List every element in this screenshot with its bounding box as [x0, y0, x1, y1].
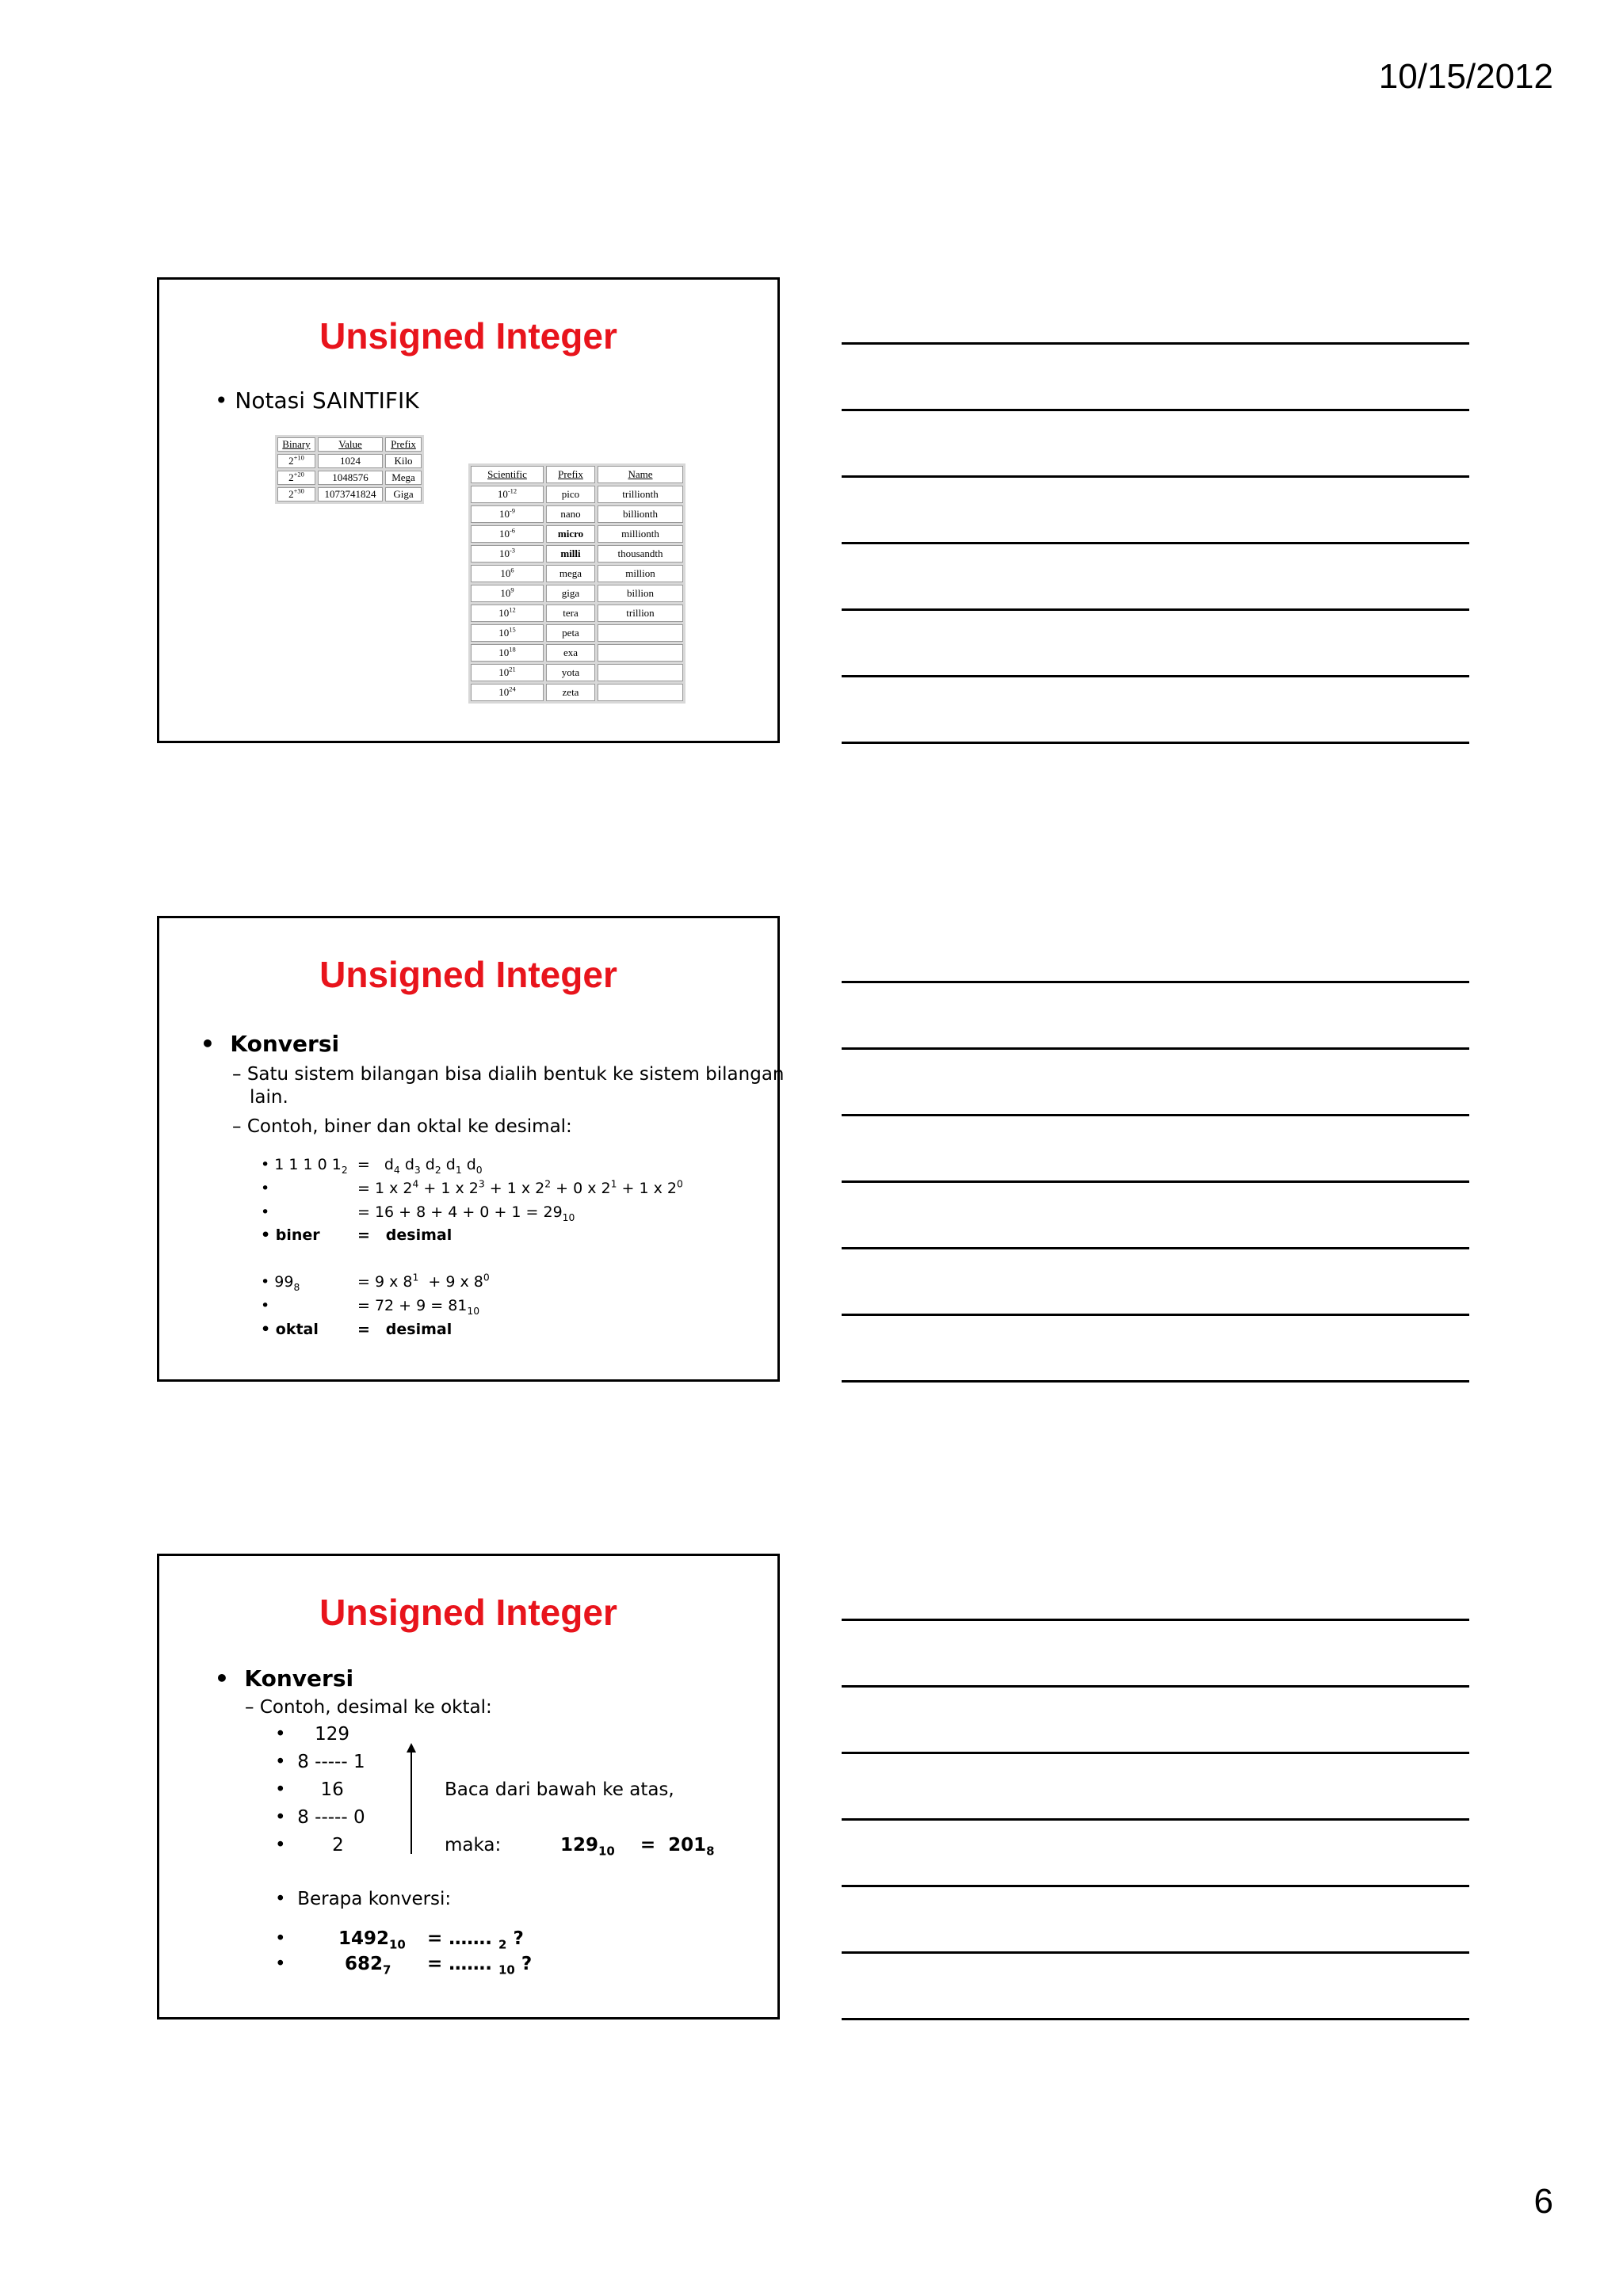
note-line	[842, 1247, 1469, 1249]
cell-scientific: $10^{-9}$	[471, 505, 544, 523]
print-date: 10/15/2012	[1378, 57, 1553, 96]
sub-bullet-2: – Contoh, biner dan oktal ke desimal:	[232, 1116, 572, 1137]
note-line	[842, 742, 1469, 744]
division-line-5: • 2	[275, 1835, 344, 1855]
col-value: Value	[318, 437, 383, 452]
question-2: •	[275, 1954, 286, 1974]
cell-name: millionth	[598, 525, 683, 543]
table-row	[471, 525, 683, 543]
heading-konversi: • Konversi	[215, 1665, 354, 1691]
table-row	[471, 545, 683, 563]
note-line	[842, 608, 1469, 611]
note-line	[842, 1818, 1469, 1821]
bullet-text: Notasi SAINTIFIK	[235, 387, 419, 414]
result-label: maka:	[445, 1835, 502, 1855]
question-1-target: = ……. $_2$ ?	[427, 1928, 524, 1952]
cell-name: billionth	[598, 505, 683, 523]
cell-name	[598, 624, 683, 642]
cell-prefix: yota	[546, 664, 595, 681]
note-line	[842, 1752, 1469, 1754]
cell-name	[598, 644, 683, 662]
binary-line-3: •	[261, 1203, 270, 1221]
binary-line-1: • 1 1 1 0 $1_2$ = $d_4$ $d_3$ $d_2$ $d_1$ $d_0$	[261, 1156, 483, 1176]
result-value: $129_{10}$ = $201_8$	[560, 1835, 715, 1859]
cell-value: 1048576	[318, 471, 383, 485]
table-row	[277, 454, 422, 468]
cell-name: trillion	[598, 605, 683, 622]
division-line-2: • 8 ----- 1	[275, 1752, 365, 1772]
note-line	[842, 1885, 1469, 1887]
question-2-expr: $682_7$	[345, 1954, 391, 1978]
heading-text: Konversi	[244, 1665, 354, 1691]
col-scientific: Scientific	[471, 466, 544, 483]
cell-prefix: Kilo	[385, 454, 422, 468]
cell-scientific: $10^9$	[471, 585, 544, 602]
table-row	[471, 585, 683, 602]
note-line	[842, 1114, 1469, 1116]
table-row	[471, 624, 683, 642]
cell-value: 1024	[318, 454, 383, 468]
table-row	[471, 644, 683, 662]
table-row	[471, 605, 683, 622]
notes-lines-3	[842, 1554, 1469, 2019]
cell-scientific: $10^{24}$	[471, 684, 544, 701]
cell-name	[598, 684, 683, 701]
cell-value: 1073741824	[318, 487, 383, 502]
cell-binary: $2^{+20}$	[277, 471, 315, 485]
octal-line-1: • $99_8$	[261, 1273, 300, 1293]
scientific-prefix-table	[468, 463, 685, 704]
slide-2	[157, 916, 785, 1382]
cell-prefix: milli	[546, 545, 595, 563]
note-line	[842, 1314, 1469, 1316]
cell-binary: $2^{+10}$	[277, 454, 315, 468]
cell-prefix: peta	[546, 624, 595, 642]
note-line	[842, 1047, 1469, 1050]
note-line	[842, 342, 1469, 345]
slide-3	[157, 1554, 780, 2019]
note-line	[842, 981, 1469, 983]
cell-name: billion	[598, 585, 683, 602]
arrow-shaft	[411, 1751, 412, 1854]
notes-lines-2	[842, 916, 1469, 1382]
cell-scientific: $10^{18}$	[471, 644, 544, 662]
col-prefix: Prefix	[385, 437, 422, 452]
slide-title: Unsigned Integer	[319, 954, 617, 995]
col-binary: Binary	[277, 437, 315, 452]
note-line	[842, 2018, 1469, 2020]
cell-prefix: Mega	[385, 471, 422, 485]
bullet-notasi: • Notasi SAINTIFIK	[215, 387, 419, 414]
cell-prefix: micro	[546, 525, 595, 543]
cell-prefix: Giga	[385, 487, 422, 502]
slide-title: Unsigned Integer	[319, 315, 617, 357]
heading-text: Konversi	[230, 1031, 340, 1057]
sub-bullet-1-cont: lain.	[250, 1087, 288, 1108]
sub-bullet-1: – Satu sistem bilangan bisa dialih bentuk ke sistem bilangan	[232, 1064, 785, 1085]
binary-label-line: • biner	[261, 1226, 320, 1244]
octal-label-line: • oktal	[261, 1321, 319, 1338]
read-note: Baca dari bawah ke atas,	[445, 1779, 674, 1800]
table-row	[471, 565, 683, 582]
col-prefix: Prefix	[546, 466, 595, 483]
page-number: 6	[1533, 2182, 1553, 2221]
cell-name	[598, 664, 683, 681]
note-line	[842, 409, 1469, 411]
cell-scientific: $10^{21}$	[471, 664, 544, 681]
question-heading: • Berapa konversi:	[275, 1889, 452, 1909]
cell-name: thousandth	[598, 545, 683, 563]
note-line	[842, 1619, 1469, 1621]
heading-konversi: • Konversi	[200, 1031, 340, 1057]
cell-scientific: $10^{-12}$	[471, 486, 544, 503]
division-line-4: • 8 ----- 0	[275, 1807, 365, 1828]
binary-prefix-table	[275, 435, 424, 504]
binary-sum: = $16 + 8 + 4 + 0 + 1 = 29_{10}$	[357, 1203, 575, 1223]
note-line	[842, 475, 1469, 478]
cell-name: million	[598, 565, 683, 582]
division-line-3: • 16	[275, 1779, 344, 1800]
note-line	[842, 1685, 1469, 1688]
cell-scientific: $10^{12}$	[471, 605, 544, 622]
slide-title: Unsigned Integer	[319, 1592, 617, 1633]
octal-sum: = $72 + 9 = 81_{10}$	[357, 1297, 480, 1317]
note-line	[842, 1180, 1469, 1183]
sub-bullet: – Contoh, desimal ke oktal:	[245, 1697, 492, 1718]
table-row	[277, 487, 422, 502]
question-2-target: = ……. $_{10}$ ?	[427, 1954, 533, 1978]
octal-expansion: = 9 x $8^1 + 9$ x $8^0$	[357, 1272, 490, 1291]
cell-scientific: $10^6$	[471, 565, 544, 582]
cell-binary: $2^{+30}$	[277, 487, 315, 502]
cell-scientific: $10^{15}$	[471, 624, 544, 642]
octal-label-right: = desimal	[357, 1321, 453, 1338]
cell-prefix: tera	[546, 605, 595, 622]
question-1: •	[275, 1928, 286, 1949]
note-line	[842, 1380, 1469, 1383]
binary-label-right: = desimal	[357, 1226, 453, 1244]
cell-prefix: giga	[546, 585, 595, 602]
binary-line-2: •	[261, 1180, 270, 1197]
col-name: Name	[598, 466, 683, 483]
table-row	[471, 505, 683, 523]
table-row	[471, 684, 683, 701]
note-line	[842, 542, 1469, 544]
cell-prefix: exa	[546, 644, 595, 662]
cell-scientific: $10^{-6}$	[471, 525, 544, 543]
cell-prefix: zeta	[546, 684, 595, 701]
table-row	[471, 486, 683, 503]
cell-scientific: $10^{-3}$	[471, 545, 544, 563]
cell-prefix: mega	[546, 565, 595, 582]
division-line-1: • 129	[275, 1724, 350, 1745]
cell-name: trillionth	[598, 486, 683, 503]
notes-lines-1	[842, 277, 1469, 743]
binary-expansion: = 1 x $2^4 + 1$ x $2^3 + 1$ x $2^2 + 0$ x $2^1 + 1$ x $2^0$	[357, 1178, 683, 1197]
cell-prefix: nano	[546, 505, 595, 523]
table-row	[471, 664, 683, 681]
table-row	[277, 471, 422, 485]
note-line	[842, 1951, 1469, 1954]
note-line	[842, 675, 1469, 677]
octal-line-2: •	[261, 1297, 270, 1314]
cell-prefix: pico	[546, 486, 595, 503]
slide-1	[157, 277, 780, 743]
question-1-expr: $1492_{10}$	[338, 1928, 406, 1952]
